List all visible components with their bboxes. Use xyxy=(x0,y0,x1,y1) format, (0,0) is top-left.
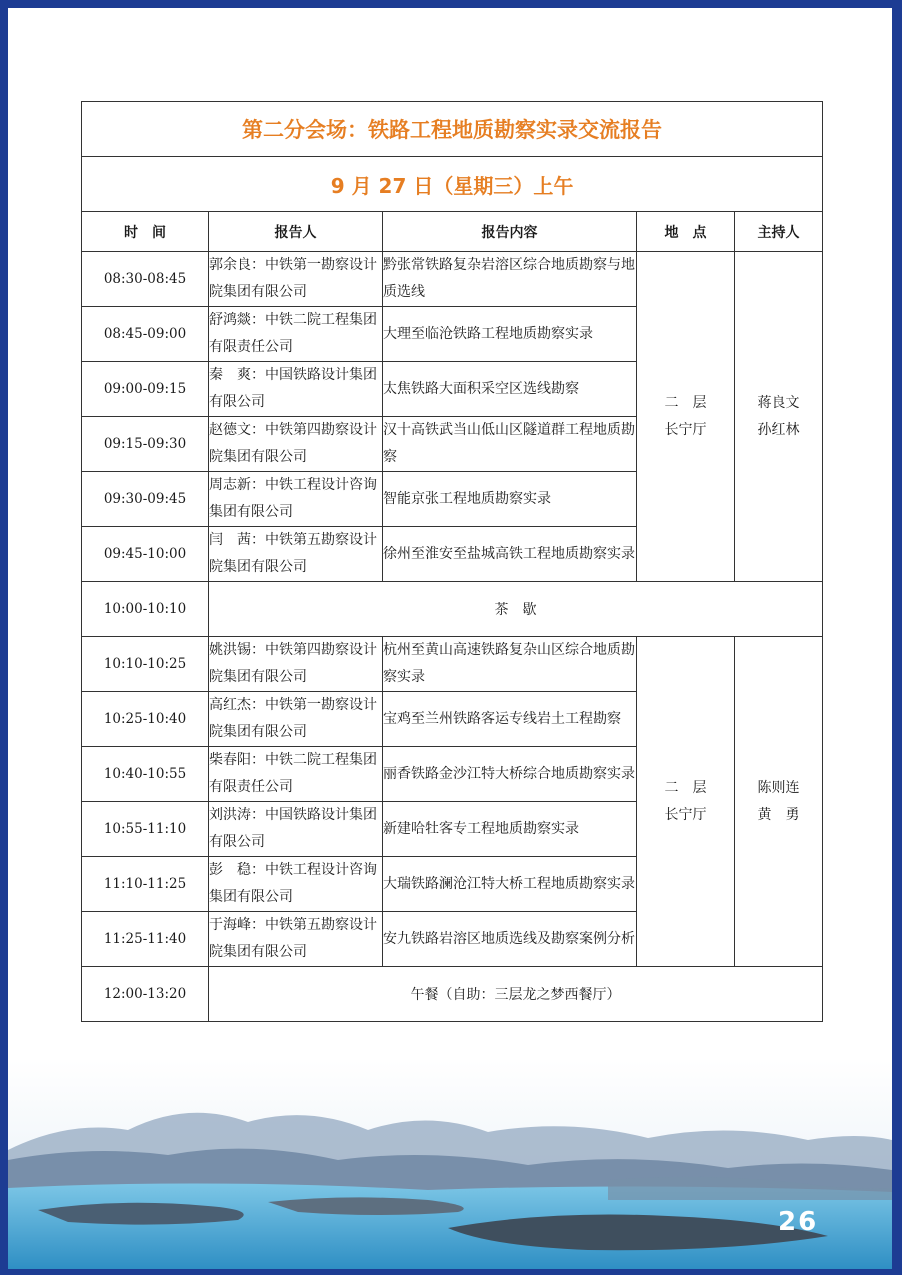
host-cell-line: 蒋良文 xyxy=(757,394,800,411)
header-location: 地 点 xyxy=(637,212,735,252)
topic-cell: 智能京张工程地质勘察实录 xyxy=(383,472,637,527)
page-frame-top xyxy=(0,0,902,8)
location-cell xyxy=(637,637,735,967)
table-row xyxy=(82,637,823,692)
topic-cell: 大理至临沧铁路工程地质勘察实录 xyxy=(383,307,637,362)
topic-cell: 新建哈牡客专工程地质勘察实录 xyxy=(383,802,637,857)
topic-cell: 汉十高铁武当山低山区隧道群工程地质勘察 xyxy=(383,417,637,472)
time-cell: 10:10-10:25 xyxy=(82,637,209,692)
topic-cell: 大瑞铁路澜沧江特大桥工程地质勘察实录 xyxy=(383,857,637,912)
page-frame-left xyxy=(0,0,8,1275)
header-speaker: 报告人 xyxy=(209,212,383,252)
host-cell-line: 黄 勇 xyxy=(757,806,800,823)
host-cell-line: 陈则连 xyxy=(757,779,800,796)
time-cell: 10:40-10:55 xyxy=(82,747,209,802)
table-row xyxy=(82,252,823,307)
speaker-cell: 柴春阳：中铁二院工程集团有限责任公司 xyxy=(209,747,383,802)
speaker-cell: 姚洪锡：中铁第四勘察设计院集团有限公司 xyxy=(209,637,383,692)
speaker-cell: 刘洪涛：中国铁路设计集团有限公司 xyxy=(209,802,383,857)
location-cell-line: 长宁厅 xyxy=(664,806,707,823)
time-cell: 09:00-09:15 xyxy=(82,362,209,417)
speaker-cell: 彭 稳：中铁工程设计咨询集团有限公司 xyxy=(209,857,383,912)
page-frame-right xyxy=(892,0,902,1275)
header-time: 时 间 xyxy=(82,212,209,252)
location-cell-line: 二 层 xyxy=(664,779,707,796)
time-cell: 08:45-09:00 xyxy=(82,307,209,362)
time-cell: 10:25-10:40 xyxy=(82,692,209,747)
time-cell: 11:10-11:25 xyxy=(82,857,209,912)
speaker-cell: 秦 爽：中国铁路设计集团有限公司 xyxy=(209,362,383,417)
topic-cell: 宝鸡至兰州铁路客运专线岩土工程勘察 xyxy=(383,692,637,747)
header-topic: 报告内容 xyxy=(383,212,637,252)
time-cell: 09:30-09:45 xyxy=(82,472,209,527)
time-cell: 11:25-11:40 xyxy=(82,912,209,967)
time-cell: 10:00-10:10 xyxy=(82,582,209,637)
lunch-row-label: 午餐（自助：三层龙之梦西餐厅） xyxy=(209,967,823,1022)
topic-cell: 安九铁路岩溶区地质选线及勘察案例分析 xyxy=(383,912,637,967)
session-title: 第二分会场：铁路工程地质勘察实录交流报告 xyxy=(82,102,823,157)
speaker-cell: 舒鸿燚：中铁二院工程集团有限责任公司 xyxy=(209,307,383,362)
page-frame-bottom xyxy=(0,1269,902,1275)
time-cell: 09:45-10:00 xyxy=(82,527,209,582)
landscape-image xyxy=(8,1060,892,1269)
speaker-cell: 郭余良：中铁第一勘察设计院集团有限公司 xyxy=(209,252,383,307)
topic-cell: 徐州至淮安至盐城高铁工程地质勘察实录 xyxy=(383,527,637,582)
topic-cell: 黔张常铁路复杂岩溶区综合地质勘察与地质选线 xyxy=(383,252,637,307)
lunch-row xyxy=(82,967,823,1022)
tea-break-row-label: 茶 歇 xyxy=(209,582,823,637)
host-cell xyxy=(735,252,823,582)
location-cell xyxy=(637,252,735,582)
host-cell xyxy=(735,637,823,967)
topic-cell: 杭州至黄山高速铁路复杂山区综合地质勘察实录 xyxy=(383,637,637,692)
time-cell: 08:30-08:45 xyxy=(82,252,209,307)
table-header-row xyxy=(82,212,823,252)
header-host: 主持人 xyxy=(735,212,823,252)
topic-cell: 太焦铁路大面积采空区选线勘察 xyxy=(383,362,637,417)
session-date: 9 月 27 日（星期三）上午 xyxy=(82,157,823,212)
time-cell: 10:55-11:10 xyxy=(82,802,209,857)
speaker-cell: 于海峰：中铁第五勘察设计院集团有限公司 xyxy=(209,912,383,967)
speaker-cell: 高红杰：中铁第一勘察设计院集团有限公司 xyxy=(209,692,383,747)
schedule-table xyxy=(81,101,823,1022)
location-cell-line: 二 层 xyxy=(664,394,707,411)
speaker-cell: 赵德文：中铁第四勘察设计院集团有限公司 xyxy=(209,417,383,472)
speaker-cell: 周志新：中铁工程设计咨询集团有限公司 xyxy=(209,472,383,527)
host-cell-line: 孙红林 xyxy=(757,421,800,438)
topic-cell: 丽香铁路金沙江特大桥综合地质勘察实录 xyxy=(383,747,637,802)
time-cell: 09:15-09:30 xyxy=(82,417,209,472)
speaker-cell: 闫 茜：中铁第五勘察设计院集团有限公司 xyxy=(209,527,383,582)
time-cell: 12:00-13:20 xyxy=(82,967,209,1022)
tea-break-row xyxy=(82,582,823,637)
page-number: 26 xyxy=(778,1207,819,1237)
location-cell-line: 长宁厅 xyxy=(664,421,707,438)
